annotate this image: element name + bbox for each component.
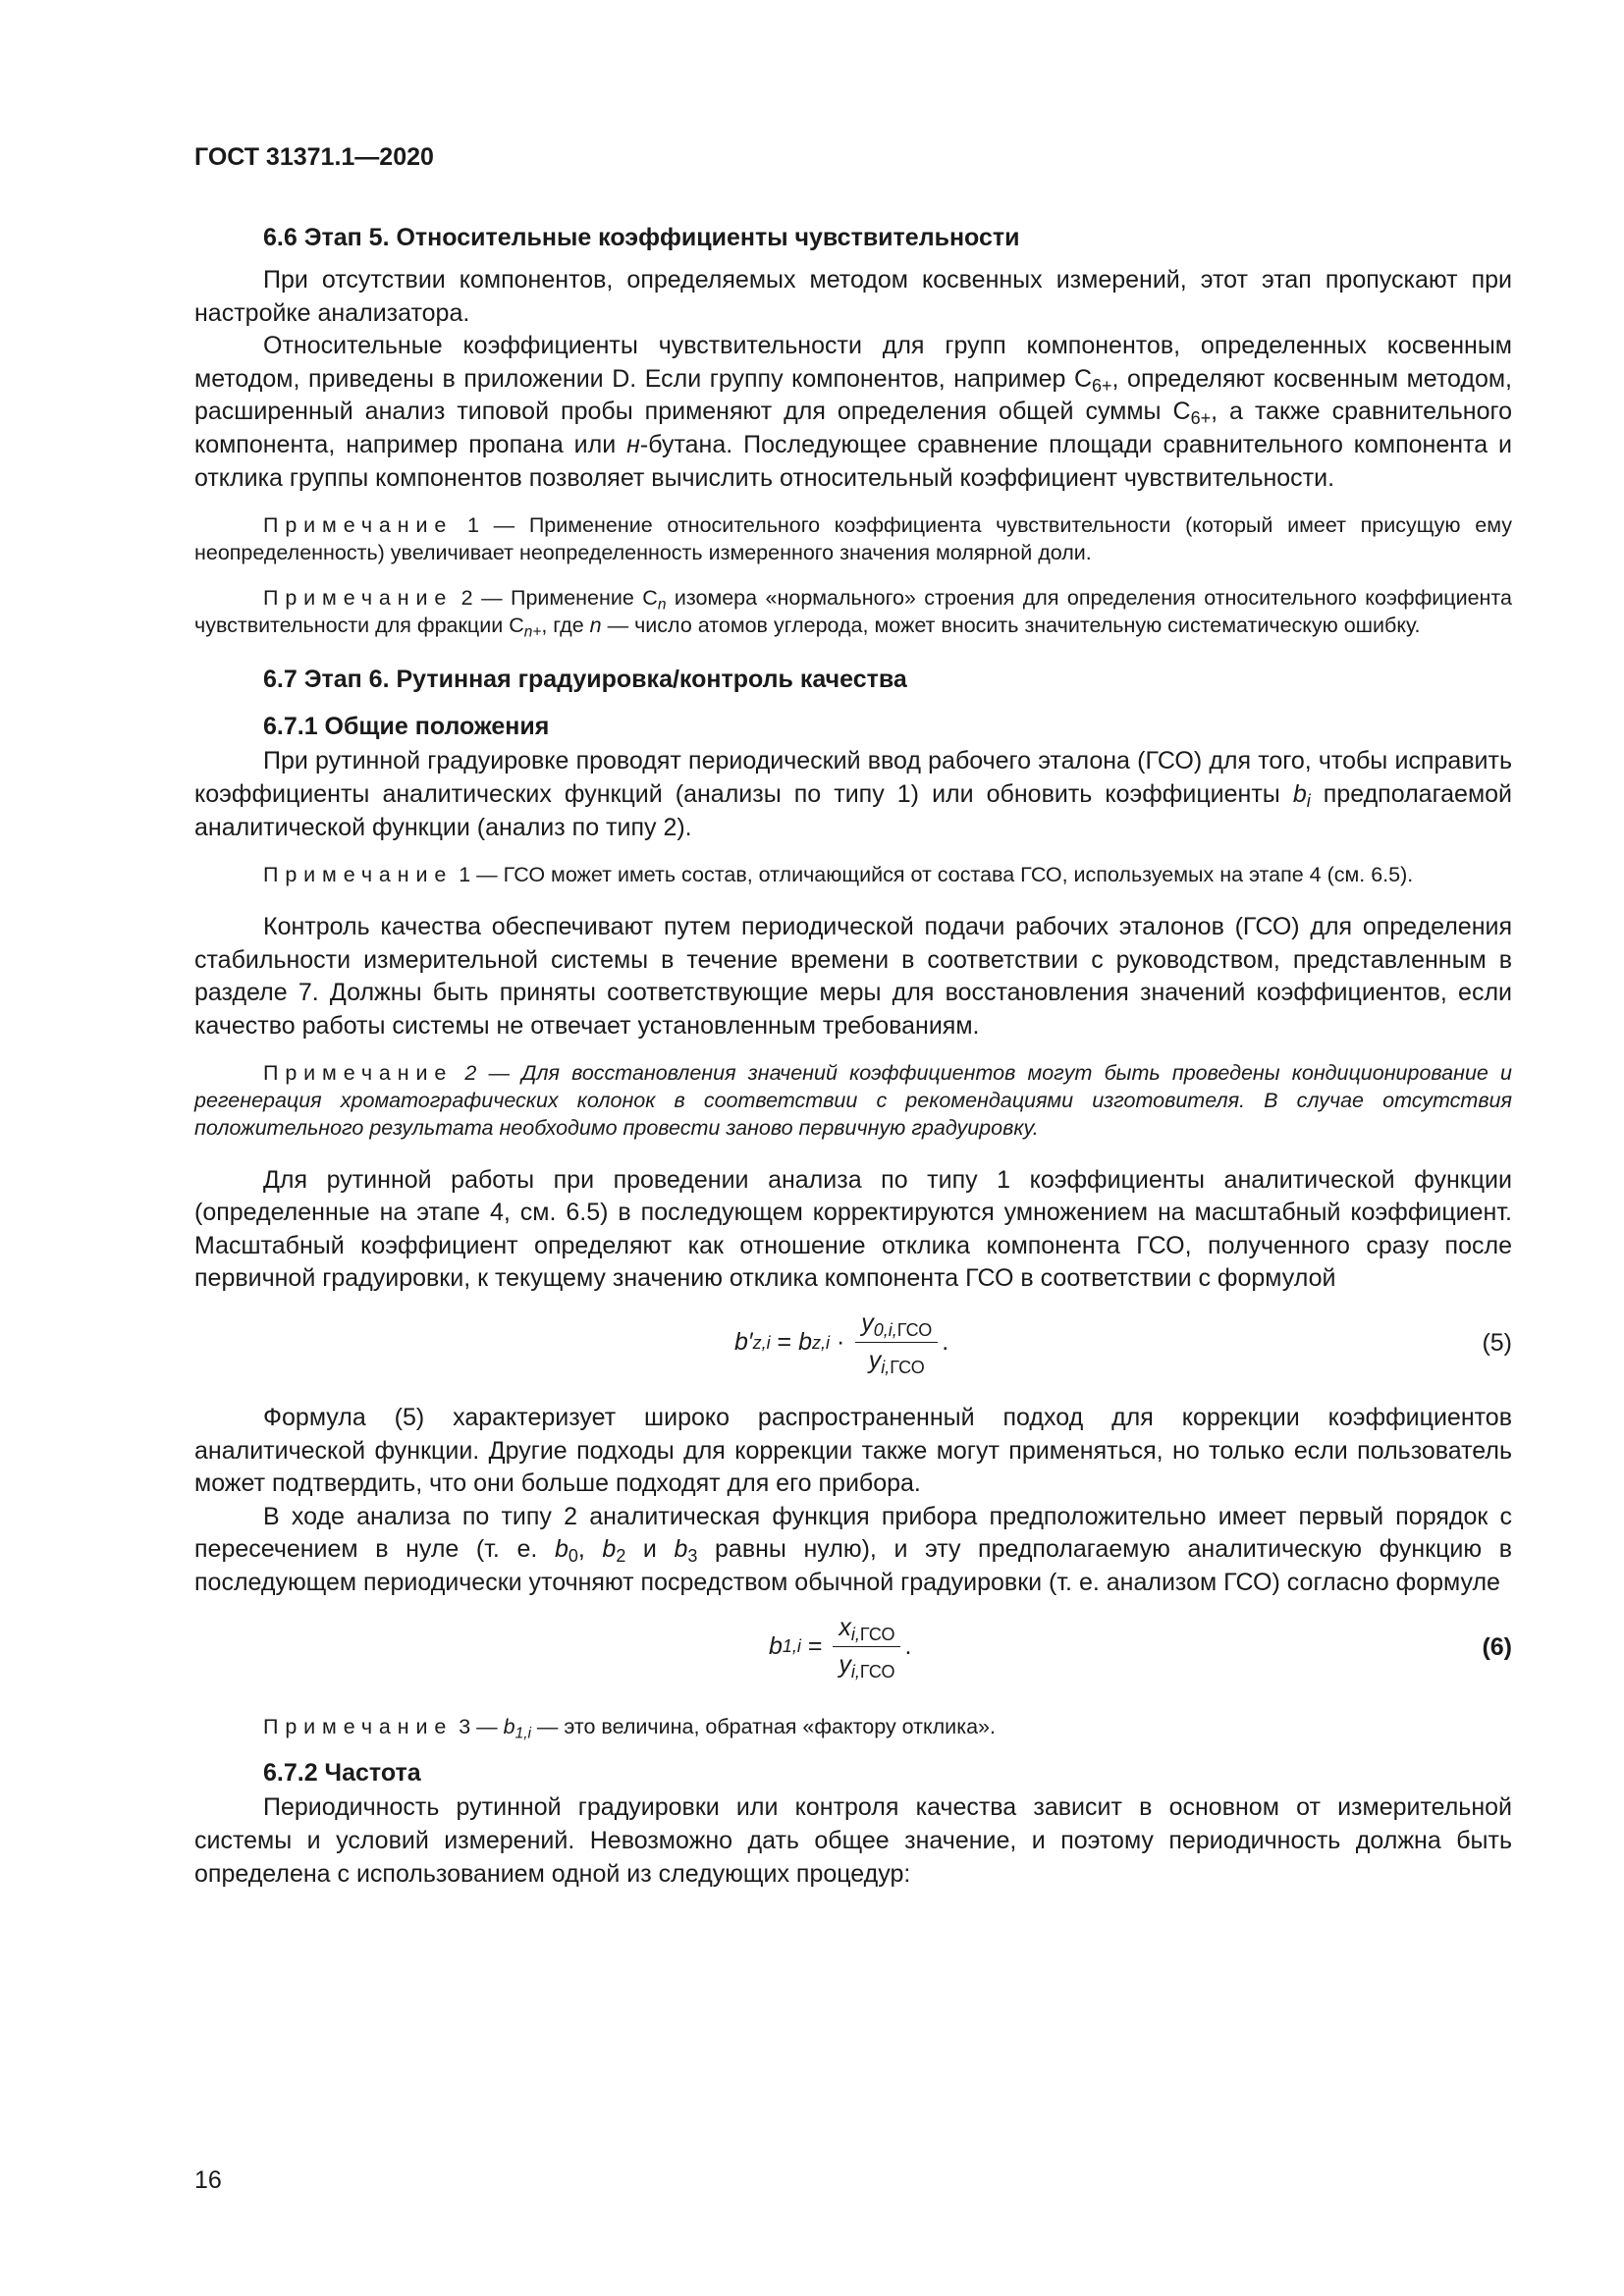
- document-page: [194, 143, 1512, 1891]
- fraction: $\frac{y_{0,i,ГСО}}{y_{i,ГСО}}$: [855, 1309, 938, 1375]
- note-2: Примечание 2 — Для восстановления значений коэффициентов могут быть проведены кондиционирование и регенерация хроматографических колонок в соответствии с рекомендациями изготовителя. В случае отсутствия положительного результата необходимо провести заново первичную градуировку.: [194, 1061, 1512, 1140]
- document-header: ГОСТ 31371.1—2020: [194, 143, 434, 171]
- paragraph: Периодичность рутинной градуировки или контроля качества зависит в основном от измерительной системы и условий измерений. Невозможно дать общее значение, и поэтому периодичность должна быть определена с использованием одной из следующих процедур:: [194, 1793, 1512, 1888]
- note-3: Примечание 3 — $b_{1,i}$ — это величина, обратная «фактору отклика».: [263, 1714, 996, 1741]
- formula-6: [194, 1606, 1512, 1700]
- section-6-7-2-title: 6.7.2 Частота: [263, 1759, 421, 1788]
- formula-number: (6): [1482, 1632, 1512, 1661]
- note-2: Примечание 2 — Применение $C_n$ изомера «нормального» строения для определения относительного коэффициента чувствительности для фракции $C_{n+}$, где n — число атомов углерода, может вносить значительную систематическую ошибку.: [194, 585, 1512, 640]
- formula-5: [194, 1302, 1512, 1392]
- formula-expression: b 1,i = $\frac{x_{i,ГСО}}{y_{i,ГСО}}$ .: [769, 1613, 912, 1682]
- paragraph: Формула (5) характеризует широко распространенный подход для коррекции коэффициентов аналитической функции. Другие подходы для коррекции также могут применяться, но только если пользователь может подтвердить, что они больше подходят для его прибора.: [194, 1404, 1512, 1498]
- section-6-6-title: 6.6 Этап 5. Относительные коэффициенты чувствительности: [263, 224, 1020, 251]
- note-1: Примечание 1 — ГСО может иметь состав, отличающийся от состава ГСО, используемых на этапе 4 (см. 6.5).: [263, 863, 1414, 887]
- formula-expression: b′ z,i = b z,i · $\frac{y_{0,i,ГСО}}{y_{i,ГСО}}$ .: [734, 1309, 949, 1378]
- paragraph: В ходе анализа по типу 2 аналитическая функция прибора предположительно имеет первый порядок с пересечением в нуле (т. е. $b_0$, $b_2$ и $b_3$ равны нулю), и эту предполагаемую аналитическую функцию в последующем периодически уточняют посредством обычной градуировки (т. е. анализом ГСО) согласно формуле: [194, 1502, 1513, 1597]
- paragraph: Относительные коэффициенты чувствительности для групп компонентов, определенных косвенным методом, приведены в приложении D. Если группу компонентов, например $C_{6+}$, определяют косвенным методом, расширенный анализ типовой пробы применяют для определения общей суммы $C_{6+}$, а также сравнительного компонента, например пропана или н-бутана. Последующее сравнение площади сравнительного компонента и отклика группы компонентов позволяет вычислить относительный коэффициент чувствительности.: [194, 332, 1512, 492]
- paragraph: При рутинной градуировке проводят периодический ввод рабочего эталона (ГСО) для того, чтобы исправить коэффициенты аналитических функций (анализы по типу 1) или обновить коэффициенты $b_i$ предполагаемой аналитической функции (анализ по типу 2).: [194, 747, 1512, 841]
- paragraph: Контроль качества обеспечивают путем периодической подачи рабочих эталонов (ГСО) для определения стабильности измерительной системы в течение времени в соответствии с руководством, представленным в разделе 7. Должны быть приняты соответствующие меры для восстановления значений коэффициентов, если качество работы системы не отвечает установленным требованиям.: [194, 912, 1512, 1040]
- paragraph: Для рутинной работы при проведении анализа по типу 1 коэффициенты аналитической функции (определенные на этапе 4, см. 6.5) в последующем корректируются умножением на масштабный коэффициент. Масштабный коэффициент определяют как отношение отклика компонента ГСО, полученного сразу после первичной градуировки, к текущему значению отклика компонента ГСО в соответствии с формулой: [194, 1165, 1512, 1293]
- section-6-7-title: 6.7 Этап 6. Рутинная градуировка/контроль качества: [263, 666, 907, 694]
- note-1: Примечание 1 — Применение относительного коэффициента чувствительности (который имеет присущую ему неопределенность) увеличивает неопределенность измеренного значения молярной доли.: [194, 513, 1512, 564]
- section-6-7-1-title: 6.7.1 Общие положения: [263, 713, 550, 741]
- fraction: $\frac{x_{i,ГСО}}{y_{i,ГСО}}$: [833, 1614, 900, 1680]
- page-number: 16: [194, 2166, 222, 2194]
- paragraph: При отсутствии компонентов, определяемых методом косвенных измерений, этот этап пропускают при настройке анализатора.: [194, 266, 1512, 327]
- formula-number: (5): [1482, 1329, 1512, 1358]
